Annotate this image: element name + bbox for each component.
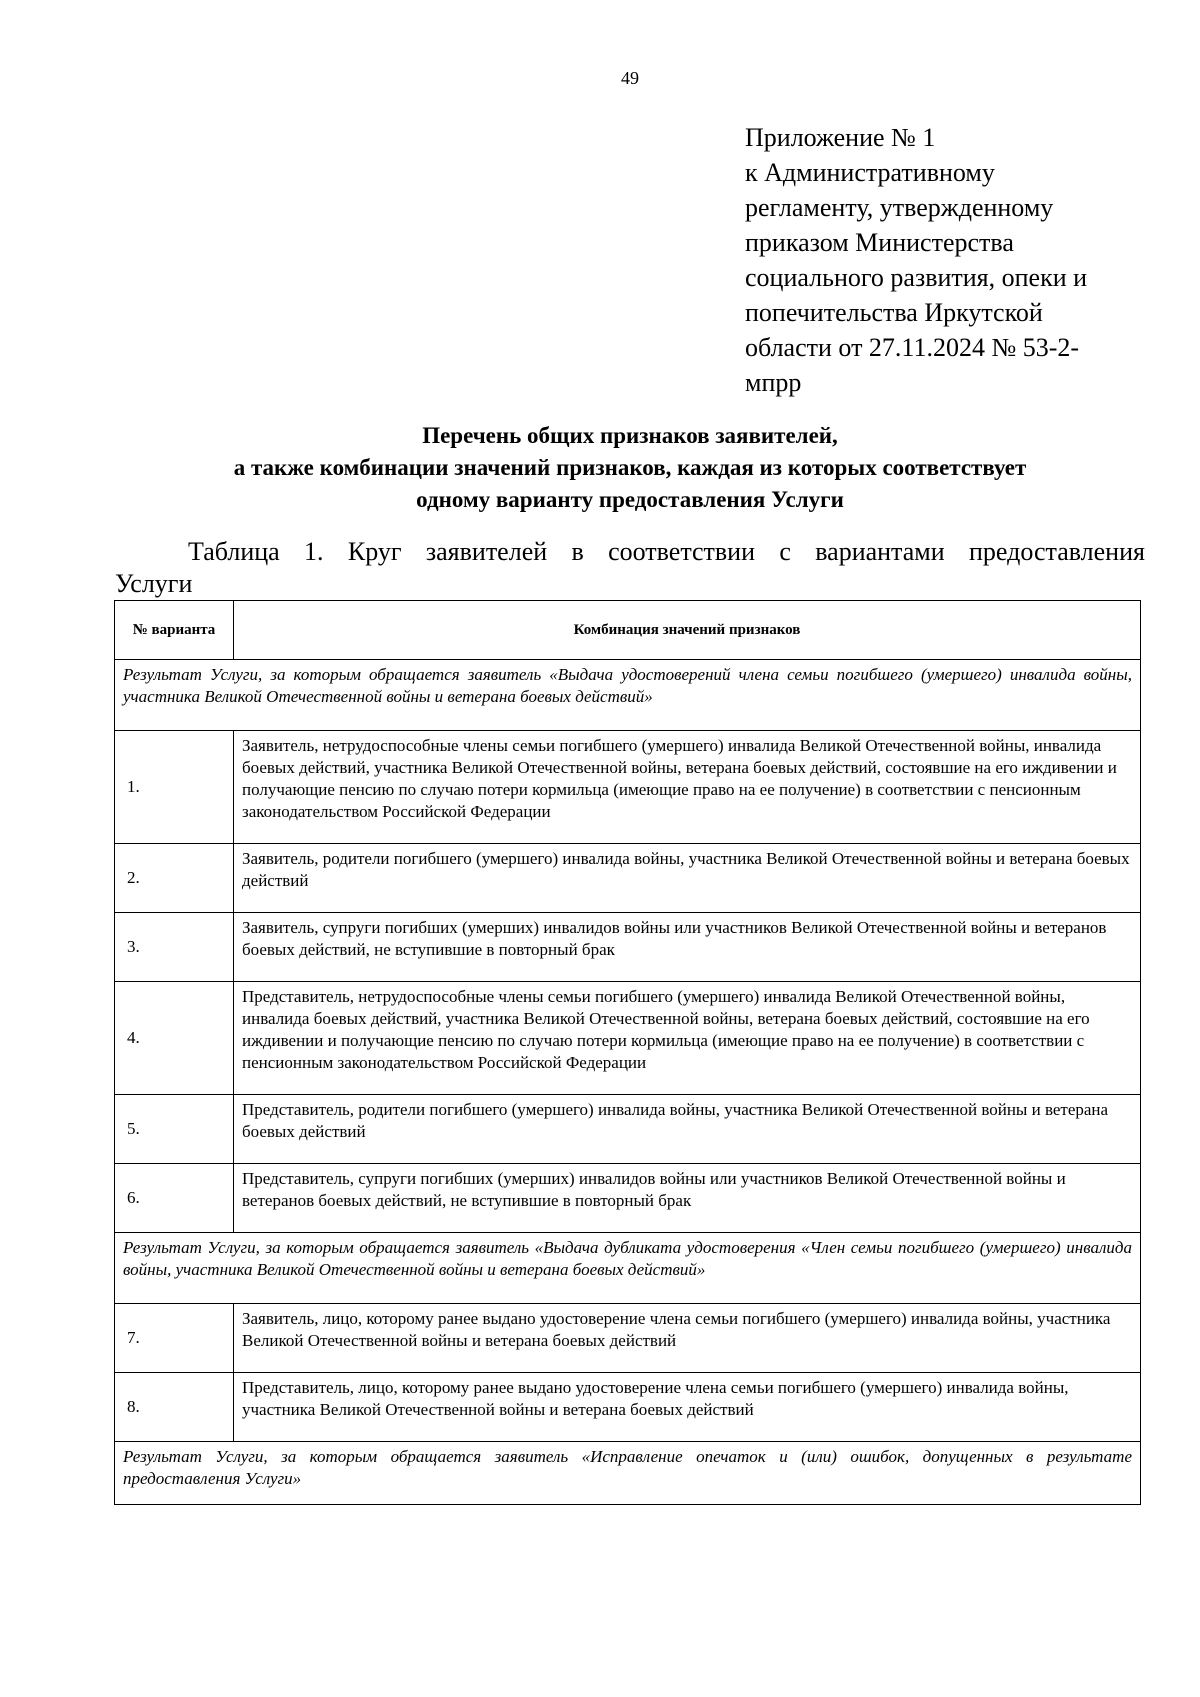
header-combination: Комбинация значений признаков xyxy=(234,601,1141,660)
variant-number: 2. xyxy=(115,844,234,913)
table-row xyxy=(115,1164,1141,1233)
variant-number: 1. xyxy=(115,731,234,844)
caption-word: заявителей xyxy=(425,537,548,566)
title-line: а также комбинации значений признаков, каждая из которых соответствует xyxy=(233,455,1027,480)
variants-table xyxy=(114,600,1140,1505)
variant-text: Заявитель, лицо, которому ранее выдано удостоверение члена семьи погибшего (умершего) инвалида войны, участника Великой Отечественной войны и ветерана боевых действий xyxy=(234,1304,1141,1373)
variant-number: 6. xyxy=(115,1164,234,1233)
appendix-line: регламенту, утвержденному xyxy=(745,193,1054,222)
document-title xyxy=(100,420,1160,516)
table-row xyxy=(115,982,1141,1095)
section-row xyxy=(115,1233,1141,1304)
appendix-line: мпрр xyxy=(745,368,802,397)
section-row xyxy=(115,660,1141,731)
variant-text: Заявитель, родители погибшего (умершего) инвалида войны, участника Великой Отечественной войны и ветерана боевых действий xyxy=(234,844,1141,913)
appendix-line: к Административному xyxy=(745,158,995,187)
variant-text: Представитель, родители погибшего (умершего) инвалида войны, участника Великой Отечественной войны и ветерана боевых действий xyxy=(234,1095,1141,1164)
caption-word: Круг xyxy=(347,537,402,566)
appendix-line: области от 27.11.2024 № 53-2- xyxy=(745,333,1080,362)
header-variant-number: № варианта xyxy=(115,601,234,660)
caption-tail: Услуги xyxy=(115,569,193,598)
caption-word: соответствии xyxy=(608,537,756,566)
table-row xyxy=(115,1095,1141,1164)
table-caption xyxy=(115,536,1145,600)
section-title: Результат Услуги, за которым обращается заявитель «Исправление опечаток и (или) ошибок, допущенных в результате предоставления Услуги» xyxy=(115,1442,1141,1505)
table-row xyxy=(115,1373,1141,1442)
variant-text: Представитель, нетрудоспособные члены семьи погибшего (умершего) инвалида Великой Отечественной войны, инвалида боевых действий, участника Великой Отечественной войны, ветерана боевых действий, состоявшие на его иждивении и получающие пенсию по случаю потери кормильца (имеющие право на ее получение) в соответствии с пенсионным законодательством Российской Федерации xyxy=(234,982,1141,1095)
variant-number: 5. xyxy=(115,1095,234,1164)
caption-word: 1. xyxy=(304,537,324,566)
variant-text: Заявитель, нетрудоспособные члены семьи погибшего (умершего) инвалида Великой Отечественной войны, инвалида боевых действий, участника Великой Отечественной войны, ветерана боевых действий, состоявшие на его иждивении и получающие пенсию по случаю потери кормильца (имеющие право на ее получение) в соответствии с пенсионным законодательством Российской Федерации xyxy=(234,731,1141,844)
variant-number: 7. xyxy=(115,1304,234,1373)
section-row xyxy=(115,1442,1141,1505)
table-row xyxy=(115,731,1141,844)
appendix-line: приказом Министерства xyxy=(745,228,1014,257)
appendix-line: Приложение № 1 xyxy=(745,123,936,152)
caption-word: с xyxy=(779,537,791,566)
variant-number: 3. xyxy=(115,913,234,982)
section-title: Результат Услуги, за которым обращается заявитель «Выдача удостоверений члена семьи погибшего (умершего) инвалида войны, участника Великой Отечественной войны и ветерана боевых действий» xyxy=(115,660,1141,731)
caption-line xyxy=(115,536,1145,568)
variant-text: Представитель, супруги погибших (умерших) инвалидов войны или участников Великой Отечественной войны и ветеранов боевых действий, не вступившие в повторный брак xyxy=(234,1164,1141,1233)
variant-text: Представитель, лицо, которому ранее выдано удостоверение члена семьи погибшего (умершего) инвалида войны, участника Великой Отечественной войны и ветерана боевых действий xyxy=(234,1373,1141,1442)
table-header-row xyxy=(115,601,1141,660)
variant-number: 4. xyxy=(115,982,234,1095)
page-number: 49 xyxy=(621,68,639,88)
variant-number: 8. xyxy=(115,1373,234,1442)
caption-word: в xyxy=(571,537,584,566)
title-line: Перечень общих признаков заявителей, xyxy=(422,423,838,448)
table-row xyxy=(115,844,1141,913)
title-line: одному варианту предоставления Услуги xyxy=(416,487,844,512)
table-row xyxy=(115,913,1141,982)
table-row xyxy=(115,1304,1141,1373)
section-title: Результат Услуги, за которым обращается заявитель «Выдача дубликата удостоверения «Член семьи погибшего (умершего) инвалида войны, участника Великой Отечественной войны и ветерана боевых действий» xyxy=(115,1233,1141,1304)
caption-word: Таблица xyxy=(188,537,280,566)
appendix-line: попечительства Иркутской xyxy=(745,298,1043,327)
appendix-note xyxy=(745,120,1145,400)
appendix-line: социального развития, опеки и xyxy=(745,263,1088,292)
caption-word: предоставления xyxy=(968,537,1145,566)
caption-word: вариантами xyxy=(815,537,945,566)
variant-text: Заявитель, супруги погибших (умерших) инвалидов войны или участников Великой Отечественной войны и ветеранов боевых действий, не вступившие в повторный брак xyxy=(234,913,1141,982)
